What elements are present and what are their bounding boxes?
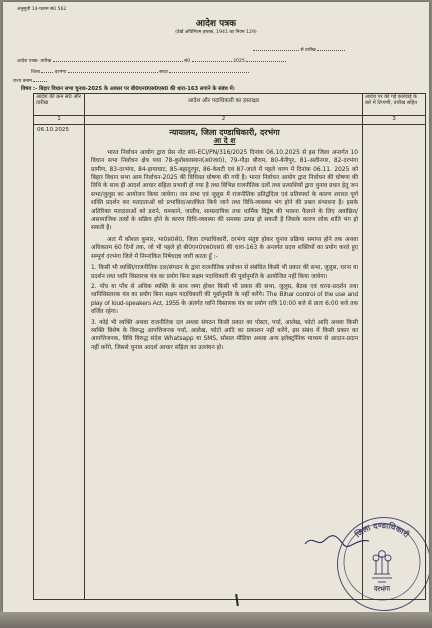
svg-text:दरभंगा <box>373 584 393 593</box>
seal-top-text: जिला दण्डाधिकारी <box>353 521 412 540</box>
col2-number: 2 <box>85 116 363 125</box>
order-subject: विषय :- बिहार विधान सभा चुनाव-2025 के अवसर पर बी0एन0एस0एस0 की धारा-163 लगाने के संबंध में। <box>21 86 235 92</box>
condition-1: 1. किसी भी व्यक्ति/राजनीतिक दल/संगठन के द्वारा राजनीतिक प्रयोजन से संबंधित किसी भी प्रकार की सभा, जुलूस, धरना या प्रदर्शन तथा ध्वनि विस्तारक यंत्र का प्रयोग बिना सक्षम पदाधिकारी की पूर्वानुमति के आयोजित नहीं किया जायेगा। <box>91 265 358 280</box>
emblem-icon <box>372 551 392 582</box>
background-surface <box>0 612 432 628</box>
col2-header: आदेश और पदाधिकारी का हस्ताक्षर <box>85 94 363 116</box>
order-paragraph-2: अतः मैं कौशल कुमार, भा0प्र0से0, जिला दण्डाधिकारी, दरभंगा संतुष्ट होकर चुनाव प्रक्रिया समाप्त होने तक अथवा अधिकतम 60 दिनों तक, जो भी पहले हो बी0एन0एस0एस0 की धारा-163 के अन्तर्गत प्रदत्त शक्तियों का प्रयोग करते हुए सम्पूर्ण दरभंगा जिले में निम्नांकित निषेधाज्ञा जारी करता हूँ :- <box>91 236 358 260</box>
year-value: 2025 <box>233 59 245 64</box>
header-line-2 <box>31 68 249 75</box>
order-sheet-page <box>3 2 429 612</box>
condition-2-tail: अंतर्गत ध्वनि विस्तारक यंत्र का प्रयोग रात्रि 10:00 बजे से प्रातः 6:00 बजे तक वर्जित रहेगा। <box>91 300 359 316</box>
condition-2-hindi: 2. पाँच या पाँच से अधिक व्यक्ति के साथ जमा होकर किसी भी प्रकार की सभा, जुलूस, बैठक एवं धरना-प्रदर्शन तथा ध्वनिविस्तारक यंत्र का प्रयोग बिना सक्षम पदाधिकारी की पूर्वानुमति के नहीं करेंगे। The <box>91 283 358 299</box>
col1-header: आदेश की क्रम सं0 और तारीख <box>34 94 85 116</box>
district-label: जिला <box>31 70 40 75</box>
order-body <box>85 125 363 600</box>
header-line-right <box>253 46 345 53</box>
header-line-1 <box>17 57 286 64</box>
year-label: सादर <box>159 70 168 75</box>
col3-header: आदेश पर की गई कार्रवाई के बारे में टिप्पणी, तारीख सहित <box>363 94 426 116</box>
page-title: आदेश पत्रक <box>195 19 237 29</box>
signature-icon <box>303 532 373 550</box>
form-number: अनुसूची 14-फारम सं0 562 <box>17 7 67 12</box>
order-heading: आ दे श <box>213 136 236 146</box>
col3-number: 3 <box>363 116 426 125</box>
col1-number: 1 <box>34 116 85 125</box>
state-versus-label: राज्य बनाम <box>13 79 32 84</box>
court-heading: न्यायालय, जिला दण्डाधिकारी, दरभंगा <box>169 128 280 137</box>
condition-3: 3. कोई भी व्यक्ति अथवा राजनीतिक दल अथवा संगठन किसी प्रकार का पोस्टर, पर्चा, आलेख, फोटो आदि अथवा किसी व्यक्ति विशेष के विरूद्ध आपत्तिजनक पर्चा, आलेख, फोटो आदि का प्रकाशन नहीं करेंगे, इस संबंध में किसी प्रकार का आपत्तिजनक, विधि विरुद्ध संदेश Whatsapp या SMS, सोशल मीडिया अथवा अन्य इलेक्ट्रॉनिक माध्यम से आदान-प्रदान नहीं करेंगे, जिससे चुनाव आदर्श आचार संहिता का उल्लंघन हो। <box>91 319 358 351</box>
header-line-date-label: से तारीख <box>300 48 316 53</box>
seal-ring-icon <box>336 516 428 608</box>
order-date: 06.10.2025 <box>34 125 85 600</box>
condition-2 <box>91 283 358 317</box>
order-paragraph-1: भारत निर्वाचन आयोग द्वारा प्रेस नोट सं0-ECI/PN/316/2025 दिनांक 06.10.2025 से इस जिला अन्तर्गत 10 विधान सभा निर्वाचन क्षेत्र यथा 78-कुशेश्वरस्थान(अ0जा0), 79-गौड़ा बौराम, 80-बेनीपुर, 81-अलीनगर, 82-दरभंगा ग्रामीण, 83-दरभंगा, 84-हायाघाट, 85-बहादुरपुर, 86-केवटी एवं 87-जाले में पहले चरण में दिनांक 06.11. 2025 को बिहार विधान सभा आम निर्वाचन-2025 की विधिवत घोषणा की गयी है। भारत निर्वाचन आयोग द्वारा निर्वाचन की घोषणा की तिथि के साथ ही आदर्श आचार संहिता प्रभावी हो गया है तथा विभिन्न राजनीतिक दलों तथा प्रत्याशियों द्वारा चुनाव प्रचार हेतु जन सभा/जुलूस का आयोजन किया जायेगा। जन सभा एवं जुलूस में राजनीतिक प्रतिद्वंदिता एवं प्रतिस्पर्धा के कारण शरारत पूर्ण शक्ति प्रदर्शन कर मतदाताओं को प्रभावित/आतंकित किये जाने तथा विधि-व्यवस्था भंग होने की प्रबल संभावना है। इसके अतिरिक्त मतदाताओं को डराने, धमकाने, जातीय, साम्प्रदायिक तथा धार्मिक विद्वेष की भावना फैलाने के लिए अवांछित/असामाजिक तत्वों के सक्रिय होने के कारण विधि-व्यवस्था की समस्या उत्पन्न हो सकती है जिसके कारण लोक शांति भंग हो सकती है। <box>91 149 358 232</box>
district-value: दरभंगा <box>54 70 67 75</box>
condition-2-english: Bihar control of the use and play of loud-speakers Act, 1955 के <box>91 291 359 307</box>
seal-bottom-text: दरभंगा <box>373 584 392 594</box>
case-date-label: आदेश पत्रक- तारीख <box>17 59 52 64</box>
line-number-label: सं0 <box>184 59 191 64</box>
page-subtitle: (देखें अधिनियम हस्तक, 1941 का नियम 129) <box>175 30 257 35</box>
header-line-3 <box>13 77 47 84</box>
